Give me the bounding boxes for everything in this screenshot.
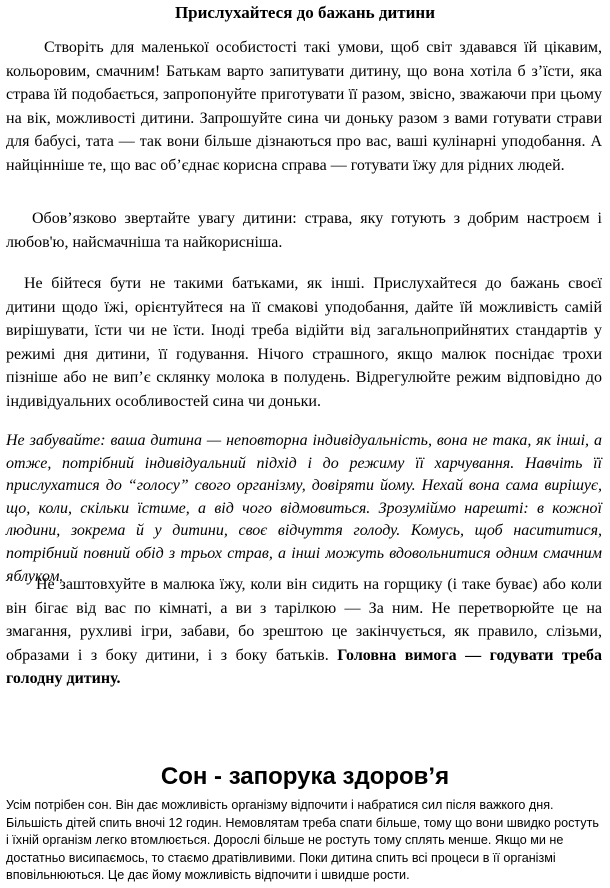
- paragraph-dont-be-afraid: Не бійтеся бути не такими батьками, як інші. Прислухайтеся до бажань своєї дитини щодо їжі, орієнтуйтеся на її смакові уподобання, дайте їй можливість самій вирішувати, їсти чи не їсти. Іноді треба відійти від загальноприйнятих стандартів у режимі дня дитини, її годування. Нічого страшного, якщо малюк поснідає трохи пізніше або не вип’є склянку молока в полудень. Відрегулюйте режим відповідно до індивідуальних особливостей сина чи доньки.: [6, 275, 602, 410]
- main-requirement-bold: Головна вимога — годувати треба голодну дитину.: [6, 646, 603, 688]
- paragraph-dont-force-food-text: Не заштовхуйте в малюка їжу, коли він сидить на горщику (і таке буває) або коли він бігає від вас по кімнаті, а ви з тарілкою — За ним. Не перетворюйте це на змагання, рухливі ігри, забави, бо зрештою це закінчується, як правило, слізьми, образами і з боку дитини, і з боку батьків.: [6, 576, 602, 664]
- section-title-sleep: Сон - запорука здоров’я: [160, 763, 450, 790]
- section-title-listen-to-child: Прислухайтеся до бажань дитини: [174, 3, 436, 22]
- paragraph-dont-forget-italic: Не забувайте: ваша дитина — неповторна індивідуальність, вона не така, як інші, а отже, потрібний індивідуальний підхід і до режиму її харчування. Навчіть її прислухатися до “голосу” свого організму, довіряти йому. Нехай вона сама вирішує, що, коли, скільки їстиме, а від чого відмовиться. Зрозуміймо нарешті: в кожної людини, зокрема й у дитини, своє відчуття голоду. Комусь, щоб насититися, потрібний повний обід з трьох страв, а інші можуть вдовольнитися одним смачним яблуком.: [6, 432, 602, 585]
- paragraph-create-conditions: Створіть для маленької особистості такі умови, щоб світ здавався їй цікавим, кольоровим, смачним! Батькам варто запитувати дитину, що вона хотіла б з’їсти, яка страва їй подобається, запропонуйте приготувати її разом, звісно, зважаючи при цьому на вік, можливості дитини. Запрошуйте сина чи доньку разом з вами готувати страви для бабусі, тата — так вони більше дізнаються про вас, ваші кулінарні уподобання. А найцінніше те, що вас об’єднає корисна справа — готувати їжу для рідних людей.: [6, 39, 602, 174]
- paragraph-pay-attention: Обов’язково звертайте увагу дитини: страва, яку готують з добрим настроєм і любов'ю, найсмачніша та найкорисніша.: [6, 210, 602, 251]
- paragraph-sleep: Усім потрібен сон. Він дає можливість організму відпочити і набратися сил після важкого дня. Більшість дітей спить вночі 12 годин. Немовлятам треба спати більше, тому що вони швидко ростуть і їхній організм легко втомлюється. Дорослі більше не ростуть тому сплять менше. Якщо ми не достатньо висипаємось, то стаємо дратівливими. Поки дитина спить всі процеси в її організмі вповільнюються. Це дає йому можливість відпочити і швидше рости.: [6, 798, 599, 883]
- paragraph-dont-force-food: [6, 573, 602, 691]
